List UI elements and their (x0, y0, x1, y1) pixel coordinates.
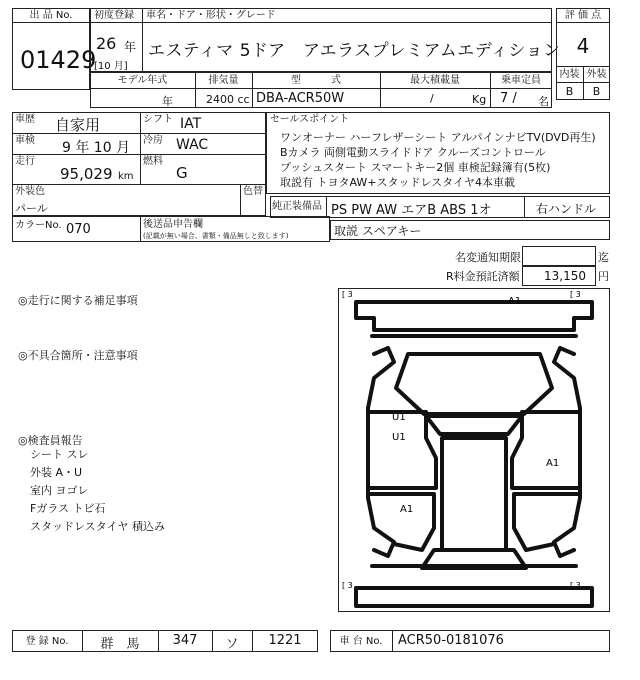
docs-label: 後送品申告欄 (143, 219, 203, 230)
score-value: 4 (576, 34, 590, 58)
diagram-right-side (554, 348, 580, 556)
recycle-unit: 円 (598, 270, 609, 283)
registration-region: 群 馬 (100, 637, 140, 652)
handle-side: 右ハンドル (536, 202, 597, 216)
mileage-value: 95,029 (60, 165, 113, 183)
damage-mark: A1 (400, 504, 414, 515)
extra-equipment: 取説 スペアキー (334, 224, 422, 238)
history-value: 自家用 (55, 116, 101, 134)
color-change-label: 色替 (243, 186, 263, 197)
sales-point-line: Bカメラ 両側電動スライドドア クルーズコントロール (280, 146, 546, 159)
defects-label: ◎不具合箇所・注意事項 (18, 349, 138, 362)
diagram-windshield (426, 416, 522, 434)
mileage-unit: km (118, 171, 134, 182)
inspector-line: シート スレ (30, 448, 89, 461)
first-reg-month: [10 月] (94, 61, 128, 72)
registration-label: 登 録 No. (25, 636, 69, 647)
shift-value: IAT (180, 116, 202, 132)
model-type: DBA-ACR50W (256, 91, 345, 106)
interior-label: 内装 (559, 69, 580, 80)
diagram-roof (442, 438, 506, 550)
model-year-label: モデル年式 (117, 75, 168, 86)
capacity-label: 乗車定員 (501, 75, 541, 86)
sales-point-line: 取説有 トヨタAW+スタッドレスタイヤ4本車載 (280, 176, 515, 189)
history-label: 車歴 (15, 114, 35, 125)
score-label: 評 価 点 (564, 10, 602, 21)
docs-note: (記載が無い場合、書類・備品無しと致します) (143, 232, 289, 240)
diagram-right-door-front (512, 412, 578, 488)
year-unit: 年 (124, 40, 137, 54)
chassis-number: ACR50-0181076 (398, 633, 504, 648)
displacement-label: 排気量 (208, 75, 239, 86)
exterior-label: 外装 (586, 69, 607, 80)
capacity-unit: 名 (538, 95, 549, 108)
diagram-roof-top (356, 302, 592, 330)
equipment-label: 純正装備品 (272, 201, 322, 212)
max-load-unit: Kg (472, 93, 487, 106)
ac-label: 冷房 (143, 135, 163, 146)
interior-grade: B (565, 85, 574, 98)
recycle-value: 13,150 (544, 269, 586, 283)
diagram-corner-tl: [ 3 (342, 290, 353, 299)
damage-mark: A1 (546, 458, 560, 469)
fuel-value: G (176, 164, 188, 182)
diagram-trunk (356, 588, 592, 606)
max-load-label: 最大積載量 (410, 75, 460, 86)
mileage-label: 走行 (15, 156, 35, 167)
diagram-left-door-front (370, 412, 436, 488)
diagram-corner-tr: [ 3 (570, 290, 581, 299)
registration-class: 347 (172, 633, 198, 648)
inspector-line: スタッドレスタイヤ 積込み (30, 520, 165, 533)
diagram-hood (396, 354, 552, 414)
lot-number: 01429 (20, 46, 97, 74)
fuel-label: 燃料 (143, 156, 163, 167)
type-label: 型 式 (291, 75, 341, 86)
inspector-line: 外装 A・U (30, 466, 83, 479)
driving-notes-label: ◎走行に関する補足事項 (18, 294, 138, 307)
notice-label: 名変通知期限 (455, 251, 521, 264)
equipment-items: PS PW AW エアB ABS 1オ (331, 203, 492, 218)
inspector-report-label: ◎検査員報告 (18, 434, 83, 447)
diagram-corner-br: [ 3 (570, 581, 581, 590)
damage-mark: U1 (392, 412, 406, 423)
diagram-corner-bl: [ 3 (342, 581, 353, 590)
color-no-label: カラーNo. (15, 220, 62, 231)
details-grid (12, 112, 266, 216)
first-reg-label: 初度登録 (94, 10, 134, 21)
chassis-label: 車 台 No. (339, 636, 383, 647)
car-name-label: 車名・ドア・形状・グレード (146, 10, 276, 21)
car-diagram (338, 288, 610, 612)
car-name: エスティマ 5ドア アエラスプレミアムエディション (148, 41, 561, 61)
inspection-value: 9 年 10 月 (62, 140, 131, 156)
first-reg-year: 26 (96, 34, 117, 53)
inspection-label: 車検 (15, 135, 35, 146)
sales-points-label: セールスポイント (270, 114, 350, 125)
exterior-grade: B (592, 85, 601, 98)
shift-label: シフト (143, 114, 173, 125)
color-no-value: 070 (66, 222, 91, 237)
sales-point-line: プッシュスタート スマートキー2個 車検記録簿有(5枚) (280, 161, 551, 174)
capacity: 7 / (500, 91, 517, 106)
sales-point-line: ワンオーナー ハーフレザーシート アルパインナビTV(DVD再生) (280, 131, 596, 144)
inspector-line: 室内 ヨゴレ (30, 484, 89, 497)
lot-no-label: 出 品 No. (29, 10, 73, 21)
damage-mark: U1 (392, 432, 406, 443)
registration-kana: ソ (225, 637, 239, 652)
diagram-right-rear (514, 494, 578, 550)
model-year-unit: 年 (162, 95, 173, 108)
diagram-left-rear (370, 494, 434, 550)
displacement: 2400 cc (206, 93, 250, 106)
color-label: 外装色 (15, 186, 45, 197)
recycle-label: R料金預託済額 (446, 270, 520, 283)
notice-unit: 迄 (598, 251, 609, 264)
inspector-line: Fガラス トビ石 (30, 502, 106, 515)
color-value: パール (15, 202, 48, 215)
diagram-left-side (368, 348, 394, 556)
ac-value: WAC (176, 137, 209, 153)
notice-value-box (522, 246, 596, 266)
registration-number: 1221 (268, 633, 302, 648)
max-load: / (430, 92, 434, 105)
damage-mark: A1 (508, 296, 522, 307)
